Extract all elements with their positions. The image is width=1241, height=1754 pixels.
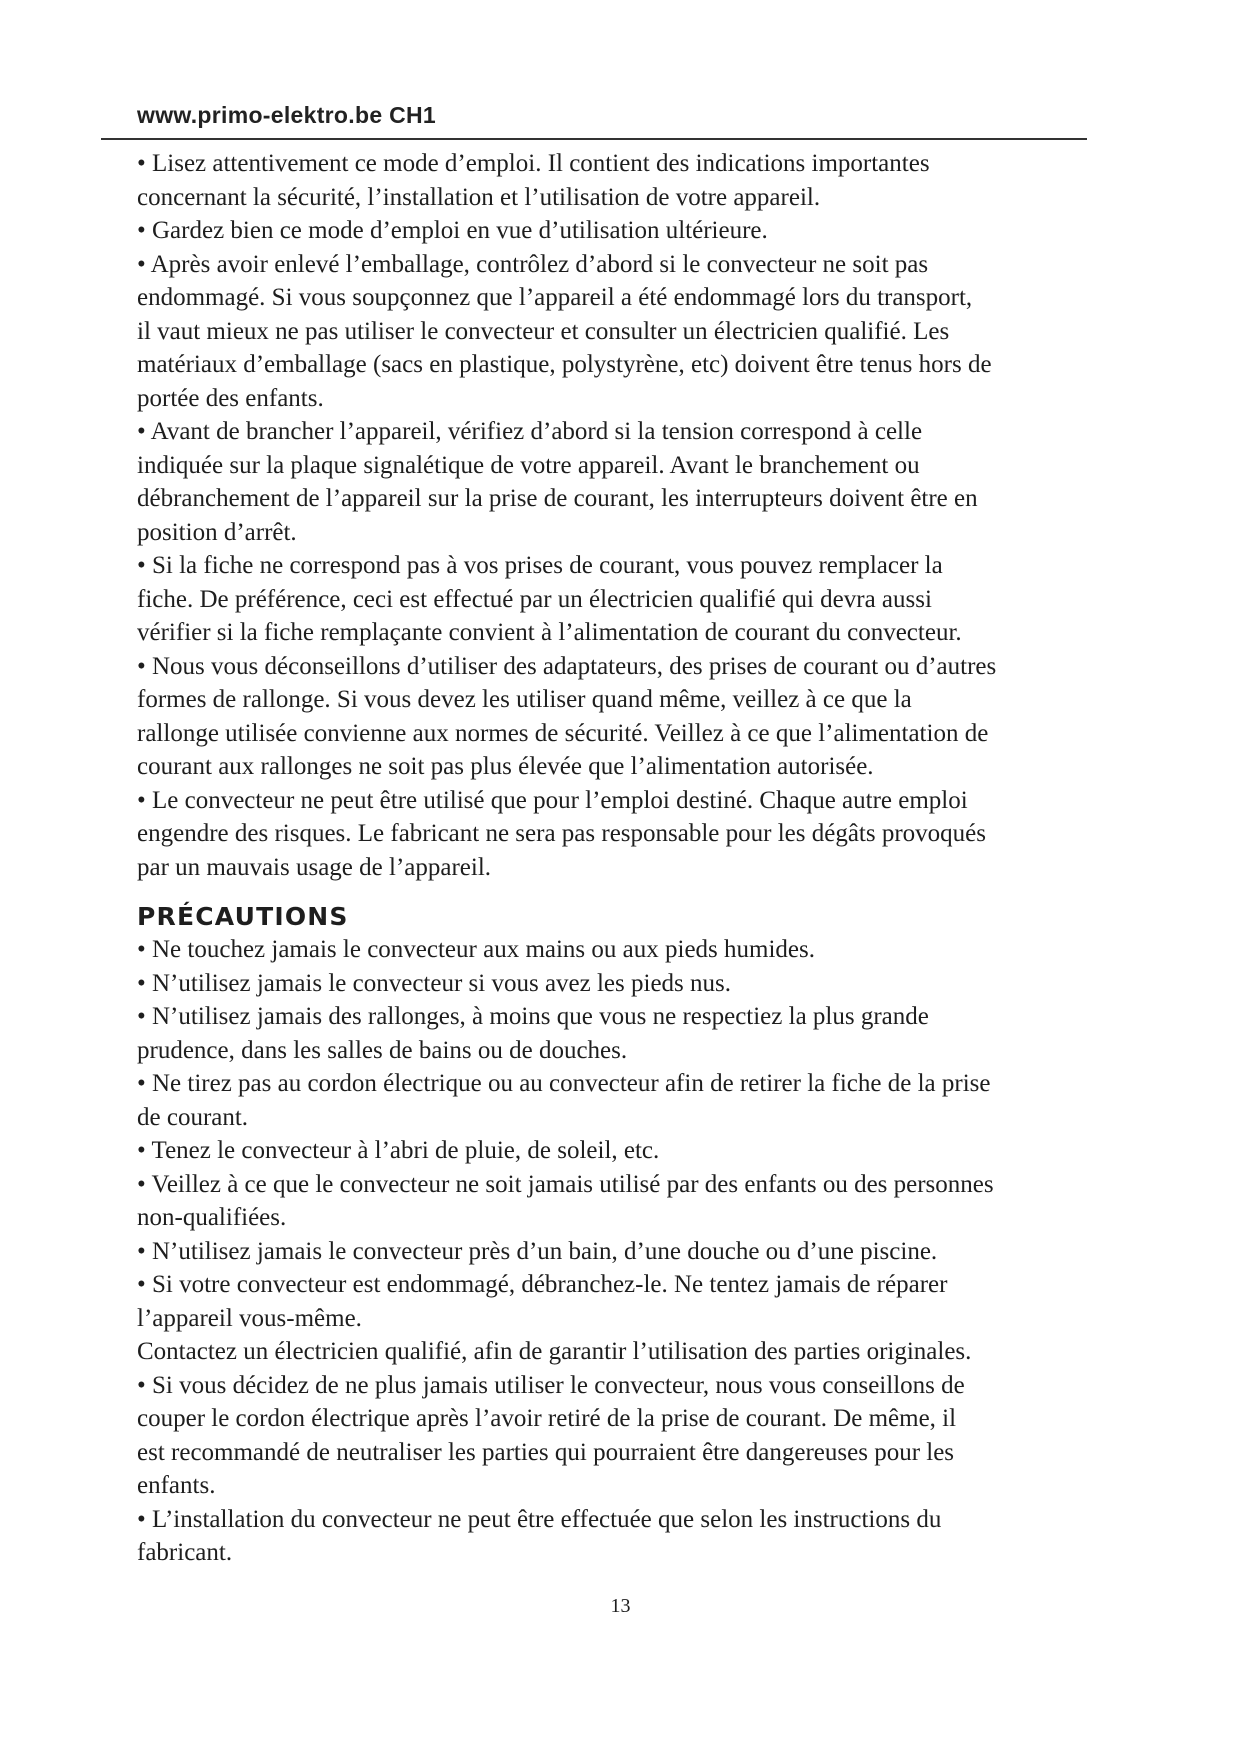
text-line: par un mauvais usage de l’appareil.	[137, 853, 492, 881]
text-line: vérifier si la fiche remplaçante convient à l’alimentation de courant du convecteur.	[137, 619, 962, 646]
text-line: • Ne touchez jamais le convecteur aux mains ou aux pieds humides.	[137, 936, 815, 963]
document-body	[137, 147, 1097, 1570]
text-line: couper le cordon électrique après l’avoir retiré de la prise de courant. De même, il	[137, 1405, 957, 1432]
intro-section	[137, 147, 1097, 884]
text-line: • Tenez le convecteur à l’abri de pluie, de soleil, etc.	[137, 1137, 660, 1164]
section-heading-precautions: PRÉCAUTIONS	[137, 902, 349, 931]
text-line: engendre des risques. Le fabricant ne sera pas responsable pour les dégâts provoqués	[137, 820, 987, 847]
text-line: • Avant de brancher l’appareil, vérifiez d’abord si la tension correspond à celle	[137, 418, 923, 445]
text-line: enfants.	[137, 1472, 216, 1499]
text-line: l’appareil vous-même.	[137, 1304, 362, 1332]
text-line: • N’utilisez jamais le convecteur si vous avez les pieds nus.	[137, 969, 732, 997]
text-line: Contactez un électricien qualifié, afin de garantir l’utilisation des parties originales.	[137, 1338, 972, 1365]
text-line: position d’arrêt.	[137, 518, 297, 546]
text-line: formes de rallonge. Si vous devez les utiliser quand même, veillez à ce que la	[137, 686, 912, 713]
text-line: • N’utilisez jamais le convecteur près d’un bain, d’une douche ou d’une piscine.	[137, 1237, 938, 1265]
text-line: fiche. De préférence, ceci est effectué par un électricien qualifié qui devra aussi	[137, 585, 932, 613]
text-line: il vaut mieux ne pas utiliser le convecteur et consulter un électricien qualifié. Les	[137, 317, 950, 345]
text-line: rallonge utilisée convienne aux normes de sécurité. Veillez à ce que l’alimentation de	[137, 719, 989, 747]
text-line: portée des enfants.	[137, 384, 324, 412]
text-line: de courant.	[137, 1103, 249, 1131]
text-line: courant aux rallonges ne soit pas plus élevée que l’alimentation autorisée.	[137, 753, 874, 780]
page-number: 13	[610, 1595, 631, 1617]
text-line: indiquée sur la plaque signalétique de votre appareil. Avant le branchement ou	[137, 451, 920, 479]
text-line: • Si vous décidez de ne plus jamais utiliser le convecteur, nous vous conseillons de	[137, 1371, 965, 1399]
text-line: • N’utilisez jamais des rallonges, à moins que vous ne respectiez la plus grande	[137, 1003, 929, 1030]
text-line: • Gardez bien ce mode d’emploi en vue d’utilisation ultérieure.	[137, 217, 768, 244]
text-line: non-qualifiées.	[137, 1204, 287, 1231]
text-line: fabricant.	[137, 1539, 233, 1566]
text-line: • Veillez à ce que le convecteur ne soit jamais utilisé par des enfants ou des personnes	[137, 1170, 994, 1198]
text-line: débranchement de l’appareil sur la prise de courant, les interrupteurs doivent être en	[137, 485, 978, 512]
text-line: • Si la fiche ne correspond pas à vos prises de courant, vous pouvez remplacer la	[137, 552, 943, 579]
text-line: est recommandé de neutraliser les parties qui pourraient être dangereuses pour les	[137, 1438, 955, 1466]
precautions-section	[137, 933, 1097, 1570]
text-line: • Nous vous déconseillons d’utiliser des adaptateurs, des prises de courant ou d’autres	[137, 652, 997, 680]
text-line: • Le convecteur ne peut être utilisé que pour l’emploi destiné. Chaque autre emploi	[137, 786, 968, 814]
text-line: • Après avoir enlevé l’emballage, contrôlez d’abord si le convecteur ne soit pas	[137, 250, 929, 278]
text-line: • L’installation du convecteur ne peut être effectuée que selon les instructions du	[137, 1505, 942, 1533]
header-rule	[101, 138, 1087, 140]
text-line: • Ne tirez pas au cordon électrique ou au convecteur afin de retirer la fiche de la prise	[137, 1070, 991, 1097]
text-line: prudence, dans les salles de bains ou de douches.	[137, 1036, 628, 1064]
text-line: concernant la sécurité, l’installation et l’utilisation de votre appareil.	[137, 183, 821, 211]
text-line: • Si votre convecteur est endommagé, débranchez-le. Ne tentez jamais de réparer	[137, 1271, 948, 1298]
page-header: www.primo-elektro.be CH1	[137, 102, 437, 128]
text-line: endommagé. Si vous soupçonnez que l’appareil a été endommagé lors du transport,	[137, 284, 973, 311]
text-line: matériaux d’emballage (sacs en plastique, polystyrène, etc) doivent être tenus hors de	[137, 351, 992, 378]
text-line: • Lisez attentivement ce mode d’emploi. Il contient des indications importantes	[137, 150, 930, 177]
